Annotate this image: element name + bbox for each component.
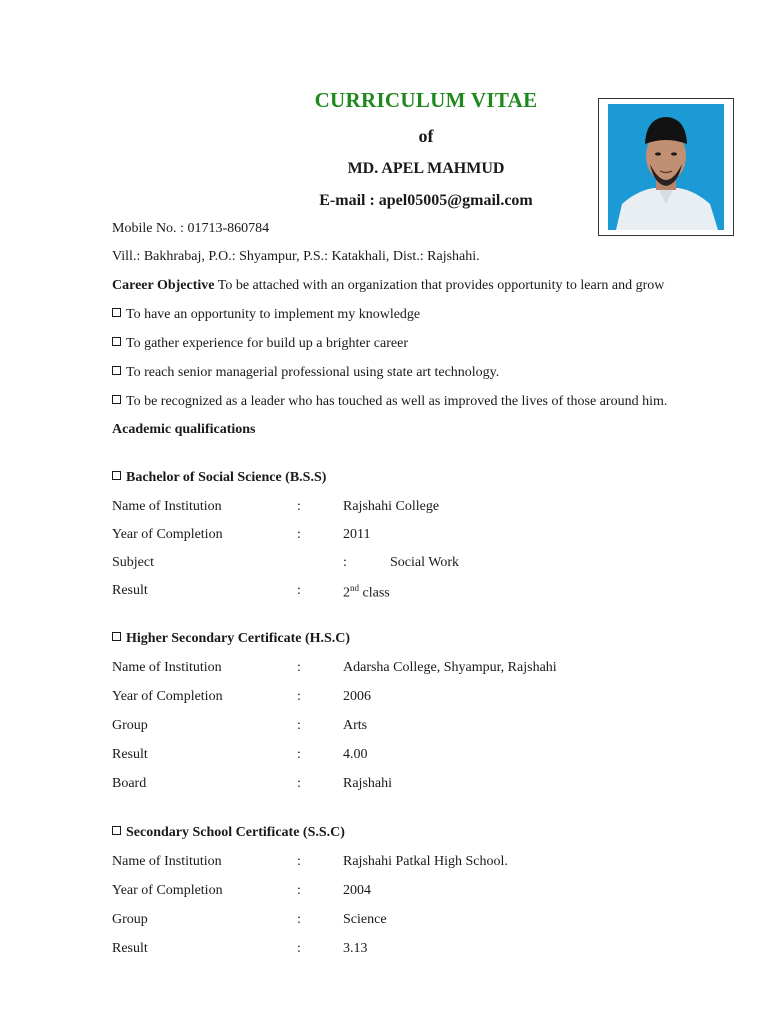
row-label: Year of Completion xyxy=(112,689,223,704)
row-label: Name of Institution xyxy=(112,499,222,514)
row-colon: : xyxy=(297,854,301,869)
row-colon: : xyxy=(297,499,301,514)
address: Vill.: Bakhrabaj, P.O.: Shyampur, P.S.: Katakhali, Dist.: Rajshahi. xyxy=(112,249,480,264)
row-colon: : xyxy=(297,941,301,956)
checkbox-bullet-icon xyxy=(112,632,121,641)
row-colon: : xyxy=(297,583,301,598)
career-point: To be recognized as a leader who has touched as well as improved the lives of those around him. xyxy=(112,394,667,410)
career-point: To reach senior managerial professional using state art technology. xyxy=(112,365,499,381)
row-value: 2011 xyxy=(343,527,371,542)
checkbox-bullet-icon xyxy=(112,826,121,835)
row-value: Social Work xyxy=(390,555,459,570)
row-value: 4.00 xyxy=(343,747,368,762)
checkbox-bullet-icon xyxy=(112,308,121,317)
checkbox-bullet-icon xyxy=(112,337,121,346)
career-objective-label: Career Objective xyxy=(112,278,215,293)
career-point: To gather experience for build up a brighter career xyxy=(112,336,408,352)
cv-of-label: of xyxy=(418,126,434,146)
row-colon: : xyxy=(297,883,301,898)
row-value: Arts xyxy=(343,718,368,733)
row-value: Adarsha College, Shyampur, Rajshahi xyxy=(343,660,557,675)
row-colon: : xyxy=(297,747,301,762)
profile-photo xyxy=(598,98,734,236)
row-label: Year of Completion xyxy=(112,883,223,898)
row-colon: : xyxy=(297,660,301,675)
row-value: 2nd class xyxy=(343,583,390,601)
mobile-number: Mobile No. : 01713-860784 xyxy=(112,221,270,236)
checkbox-bullet-icon xyxy=(112,395,121,404)
section-title-hsc: Higher Secondary Certificate (H.S.C) xyxy=(112,631,350,647)
row-label: Result xyxy=(112,583,148,598)
candidate-email: E-mail : apel05005@gmail.com xyxy=(319,192,533,209)
row-value: Rajshahi College xyxy=(343,499,440,514)
row-colon: : xyxy=(297,689,301,704)
section-title-ssc: Secondary School Certificate (S.S.C) xyxy=(112,825,345,841)
career-objective xyxy=(112,278,664,294)
row-value: 2004 xyxy=(343,883,371,898)
row-label: Name of Institution xyxy=(112,660,222,675)
row-label: Result xyxy=(112,747,148,762)
row-label: Subject xyxy=(112,555,154,570)
row-label: Board xyxy=(112,776,147,791)
career-point: To have an opportunity to implement my knowledge xyxy=(112,307,420,323)
row-colon: : xyxy=(297,912,301,927)
row-label: Group xyxy=(112,912,148,927)
row-label: Result xyxy=(112,941,148,956)
row-colon: : xyxy=(343,555,347,570)
checkbox-bullet-icon xyxy=(112,366,121,375)
row-colon: : xyxy=(297,718,301,733)
row-value: 3.13 xyxy=(343,941,368,956)
row-label: Group xyxy=(112,718,148,733)
portrait-photo-icon xyxy=(608,104,724,230)
section-title-bss: Bachelor of Social Science (B.S.S) xyxy=(112,470,326,486)
cv-title: CURRICULUM VITAE xyxy=(314,88,538,112)
candidate-name: MD. APEL MAHMUD xyxy=(347,160,505,177)
career-objective-text: To be attached with an organization that provides opportunity to learn and grow xyxy=(214,278,665,293)
checkbox-bullet-icon xyxy=(112,471,121,480)
row-value: Science xyxy=(343,912,387,927)
row-value: 2006 xyxy=(343,689,371,704)
academic-heading: Academic qualifications xyxy=(112,422,256,437)
row-label: Year of Completion xyxy=(112,527,223,542)
row-value: Rajshahi Patkal High School. xyxy=(343,854,508,869)
row-label: Name of Institution xyxy=(112,854,222,869)
row-colon: : xyxy=(297,776,301,791)
row-value: Rajshahi xyxy=(343,776,392,791)
row-colon: : xyxy=(297,527,301,542)
